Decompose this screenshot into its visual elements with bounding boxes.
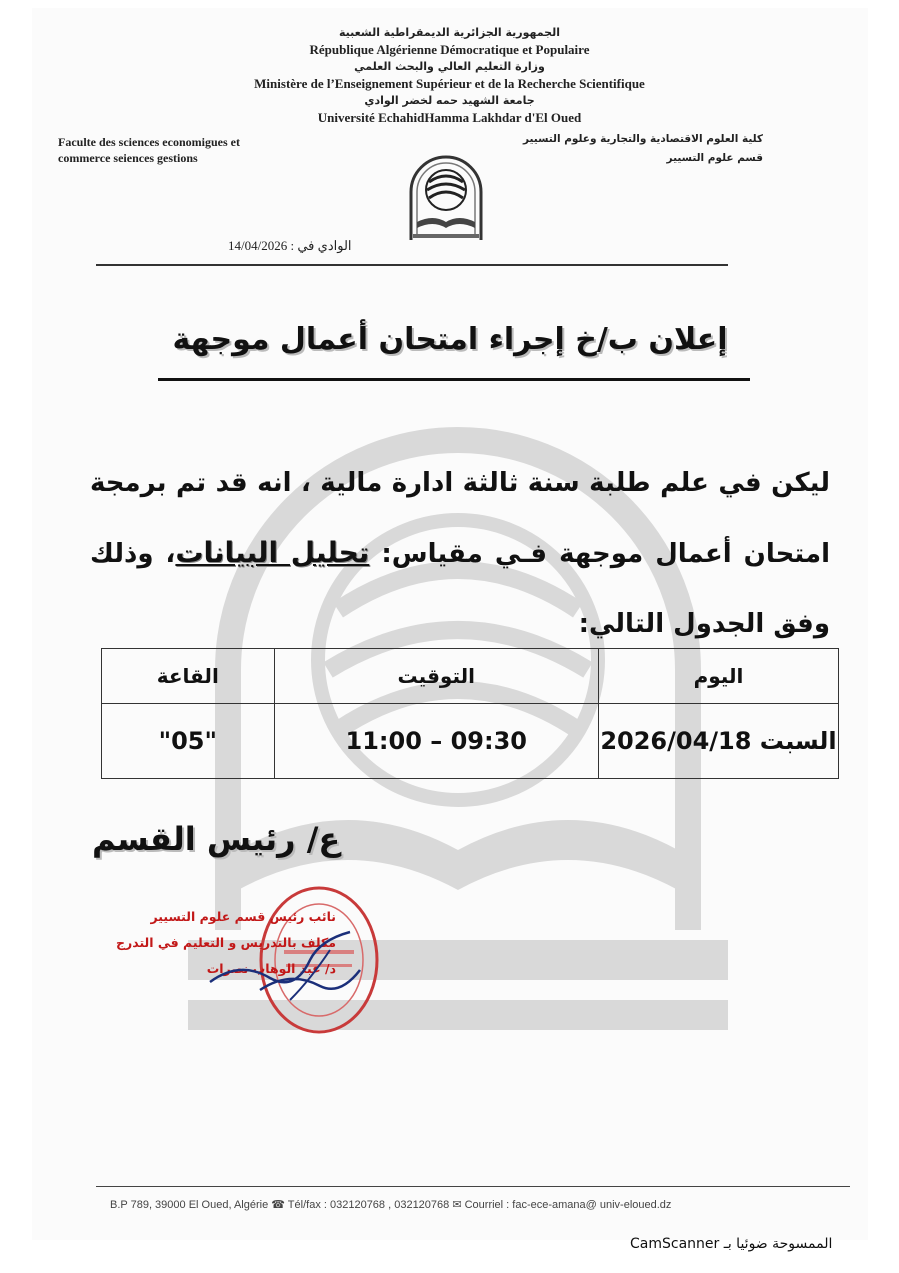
faculty-fr-line2: commerce seiences gestions (58, 151, 198, 165)
date-value: 14/04/2026 (228, 238, 288, 253)
header-room: القاعة (102, 649, 275, 704)
university-ar: جامعة الشهيد حمه لخضر الوادي (364, 94, 535, 107)
announcement-body (90, 448, 830, 659)
faculty-ar (523, 130, 763, 168)
faculty-fr-line1: Faculte des sciences economigues et (58, 135, 240, 149)
faculty-ar-name: كلية العلوم الاقتصادية والتجارية وعلوم التسيير (522, 133, 763, 145)
handwritten-signature (200, 920, 370, 1010)
module-name: تحليل البيانات (175, 536, 370, 569)
cell-day: السبت 2026/04/18 (598, 704, 838, 779)
stamp-line-1: نائب رئيس قسم علوم التسيير (150, 909, 336, 924)
republic-fr: République Algérienne Démocratique et Populaire (309, 42, 590, 57)
ministry-ar: وزارة التعليم العالي والبحث العلمي (354, 60, 545, 73)
body-part1: ليكن في علم طلبة سنة ثالثة ادارة مالية ، انه قد تم برمجة امتحان أعمال موجهة فـي مقياس: (90, 468, 830, 569)
announcement-title: إعلان ب/خ إجراء امتحان أعمال موجهة (172, 322, 728, 357)
faculty-fr (58, 134, 240, 166)
cell-room: "05" (102, 704, 275, 779)
department-ar: قسم علوم التسيير (666, 152, 763, 164)
stamp-line-3: د/ عبد الوهاب نصرات (206, 961, 336, 976)
stamp-line-2: مكلف بالتدريس و التعليم في التدرج (116, 935, 336, 950)
department-head-title: ع/ رئيس القسم (92, 820, 341, 858)
republic-ar: الجمهورية الجزائرية الديمقراطية الشعبية (339, 26, 560, 39)
title-underline (158, 378, 750, 381)
ministry-fr: Ministère de l’Enseignement Supérieur et de la Recherche Scientifique (254, 76, 645, 91)
footer-contact: B.P 789, 39000 El Oued, Algérie ☎ Tél/fax : 032120768 , 032120768 ✉ Courriel : fac-ece-amana@ univ-eloued.dz (110, 1199, 672, 1211)
cell-time: 11:00 – 09:30 (274, 704, 598, 779)
header-divider (96, 264, 728, 266)
table-header-row (102, 649, 839, 704)
body-part2: ، وذلك وفق الجدول التالي: (90, 539, 830, 639)
header-day: اليوم (598, 649, 838, 704)
table-row (102, 704, 839, 779)
header-time: التوقيت (274, 649, 598, 704)
date-label: الوادي في : (290, 238, 352, 253)
camscanner-watermark: الممسوحة ضوئيا بـ CamScanner (630, 1236, 833, 1252)
footer-divider (96, 1186, 850, 1187)
schedule-table (101, 648, 839, 779)
university-logo (403, 152, 489, 242)
university-fr: Université EchahidHamma Lakhdar d'El Oued (317, 110, 582, 125)
date-line (228, 238, 352, 254)
